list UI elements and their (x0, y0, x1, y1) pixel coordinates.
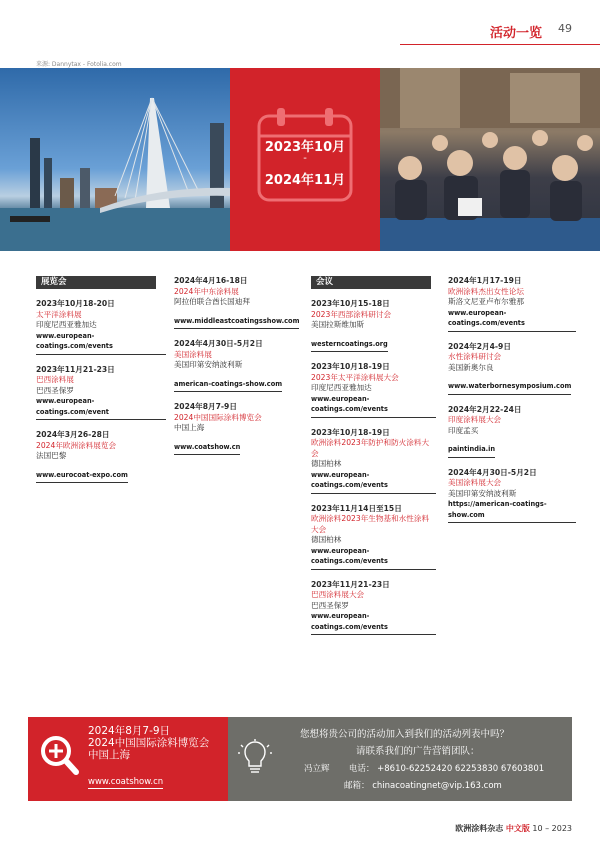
event-name: 美国涂料展大会 (448, 478, 502, 487)
event-link[interactable]: www.waterbornesymposium.com (448, 381, 571, 395)
event-date: 2024年3月26-28日 (36, 430, 110, 439)
event-place: 德国柏林 (311, 459, 342, 468)
exhibitions-heading: 展览会 (36, 276, 156, 289)
list-item (36, 430, 166, 483)
date-dash: - (303, 153, 307, 164)
conferences-column-1 (311, 276, 436, 645)
event-date: 2024年8月7-9日 (174, 402, 237, 411)
event-link[interactable]: www.european-coatings.com/events (311, 546, 436, 570)
list-item (448, 405, 576, 458)
event-link[interactable]: https://american-coatings-show.com (448, 499, 576, 523)
promo-location: 中国上海 (88, 749, 130, 761)
list-item (311, 580, 436, 636)
event-date: 2024年4月30日-5月2日 (448, 467, 537, 477)
event-name: 2024年中东涂料展 (174, 286, 239, 296)
header-rule (400, 44, 600, 45)
contact-subline: 请联系我们的广告营销团队： (356, 746, 480, 757)
search-plus-icon (40, 735, 80, 777)
event-link[interactable]: www.european-coatings.com/events (448, 308, 576, 332)
event-link[interactable]: www.european-coatings.com/events (36, 331, 166, 355)
event-link[interactable]: www.middleastcoatingsshow.com (174, 316, 299, 330)
event-place: 阿拉伯联合酋长国迪拜 (174, 297, 250, 306)
list-item (448, 342, 576, 395)
list-item (448, 468, 576, 524)
event-link[interactable]: www.european-coatings.com/events (311, 394, 436, 418)
event-place: 斯洛文尼亚卢布尔雅那 (448, 297, 524, 306)
event-date: 2023年10月18-19日 (311, 362, 390, 371)
event-link[interactable]: www.eurocoat-expo.com (36, 470, 128, 484)
event-date: 2023年11月21-23日 (36, 364, 115, 374)
list-item (174, 276, 299, 329)
list-item (174, 339, 299, 392)
page-footer (455, 823, 572, 834)
event-place: 巴西圣保罗 (36, 385, 74, 395)
event-link[interactable]: westerncoatings.org (311, 339, 388, 353)
event-place: 中国上海 (174, 423, 205, 432)
page-number: 49 (558, 22, 572, 35)
date-start: 2023年10月 (264, 140, 346, 155)
list-item (311, 299, 436, 352)
event-date: 2024年4月30日-5月2日 (174, 339, 263, 348)
banner (0, 68, 600, 251)
event-link[interactable]: www.european-coatings.com/event (36, 396, 166, 420)
event-date: 2024年2月4-9日 (448, 341, 511, 351)
contact-person: 冯立辉 (304, 764, 330, 774)
event-name: 欧洲涂料杰出女性论坛 (448, 286, 524, 296)
event-place: 德国柏林 (311, 535, 342, 544)
event-place: 美国新奥尔良 (448, 362, 494, 372)
photo-credit: 来源: Dannytax - Fotolia.com (36, 61, 122, 68)
event-name: 水性涂料研讨会 (448, 352, 502, 361)
event-date: 2023年11月21-23日 (311, 579, 390, 589)
event-name: 2023年太平洋涂料展大会 (311, 372, 399, 382)
event-name: 印度涂料展大会 (448, 415, 502, 424)
lightbulb-icon (238, 739, 272, 777)
event-date: 2023年10月15-18日 (311, 299, 390, 308)
event-name: 太平洋涂料展 (36, 309, 82, 319)
event-place: 印度尼西亚雅加达 (311, 383, 372, 392)
event-date: 2024年2月22-24日 (448, 404, 522, 414)
event-link[interactable]: www.coatshow.cn (174, 442, 240, 456)
event-name: 2024中国国际涂料博览会 (174, 412, 262, 422)
list-item (36, 365, 166, 421)
date-range-panel (230, 68, 380, 251)
conferences-column-2 (448, 276, 576, 533)
bridge-photo (0, 68, 230, 251)
contact-headline: 您想将贵公司的活动加入到我们的活动列表中吗？ (300, 729, 510, 740)
promo-date: 2024年8月7-9日 (88, 725, 171, 737)
event-date: 2023年10月18-19日 (311, 427, 390, 437)
event-name: 欧洲涂料2023年生物基和水性涂料大会 (311, 514, 430, 534)
event-place: 美国印第安纳波利斯 (174, 360, 243, 369)
event-place: 巴西圣保罗 (311, 600, 349, 610)
contact-panel (228, 717, 572, 801)
event-name: 2024年欧洲涂料展览会 (36, 440, 117, 450)
conferences-heading: 会议 (311, 276, 431, 289)
section-title: 活动一览 (489, 26, 542, 41)
list-item (311, 362, 436, 418)
event-place: 印度尼西亚雅加达 (36, 320, 97, 329)
event-name: 巴西涂料展 (36, 375, 74, 384)
event-place: 美国印第安纳波利斯 (448, 488, 517, 498)
list-item (448, 276, 576, 332)
phone-label: 电话： (348, 764, 375, 774)
list-item (311, 428, 436, 494)
list-item (174, 402, 299, 455)
event-place: 法国巴黎 (36, 451, 67, 460)
event-link[interactable]: www.european-coatings.com/events (311, 611, 436, 635)
phone-numbers[interactable]: +8610-62252420 62253830 67603801 (377, 764, 545, 774)
magazine-name: 欧洲涂料杂志 (455, 824, 504, 833)
page-header (0, 0, 600, 48)
conference-photo (380, 68, 600, 251)
promo-link[interactable]: www.coatshow.cn (88, 777, 164, 787)
list-item (36, 299, 166, 355)
edition-label: 中文版 (505, 824, 530, 833)
exhibitions-column-1 (36, 276, 166, 493)
event-name: 美国涂料展 (174, 349, 212, 359)
event-name: 2023年西部涂料研讨会 (311, 309, 392, 319)
bridge-illustration (0, 68, 230, 251)
email-address[interactable]: chinacoatingnet@vip.163.com (372, 781, 502, 791)
issue-label: 10 – 2023 (532, 824, 572, 833)
event-link[interactable]: american-coatings-show.com (174, 379, 282, 393)
event-date: 2024年4月16-18日 (174, 276, 248, 285)
event-link[interactable]: paintindia.in (448, 444, 495, 458)
event-date: 2023年11月14日至15日 (311, 503, 402, 513)
audience-illustration (380, 68, 600, 251)
event-place: 美国拉斯维加斯 (311, 320, 365, 329)
event-link[interactable]: www.european-coatings.com/events (311, 470, 436, 494)
event-name: 欧洲涂料2023年防护和防火涂料大会 (311, 438, 430, 458)
list-item (311, 504, 436, 570)
promo-title: 2024中国国际涂料博览会 (88, 737, 210, 749)
date-end: 2024年11月 (264, 173, 346, 188)
event-place: 印度孟买 (448, 425, 479, 435)
event-date: 2024年1月17-19日 (448, 276, 522, 285)
email-label: 邮箱： (344, 781, 370, 791)
event-date: 2023年10月18-20日 (36, 299, 115, 308)
event-name: 巴西涂料展大会 (311, 590, 365, 599)
exhibitions-column-2 (174, 276, 299, 465)
promo-panel (28, 717, 228, 801)
